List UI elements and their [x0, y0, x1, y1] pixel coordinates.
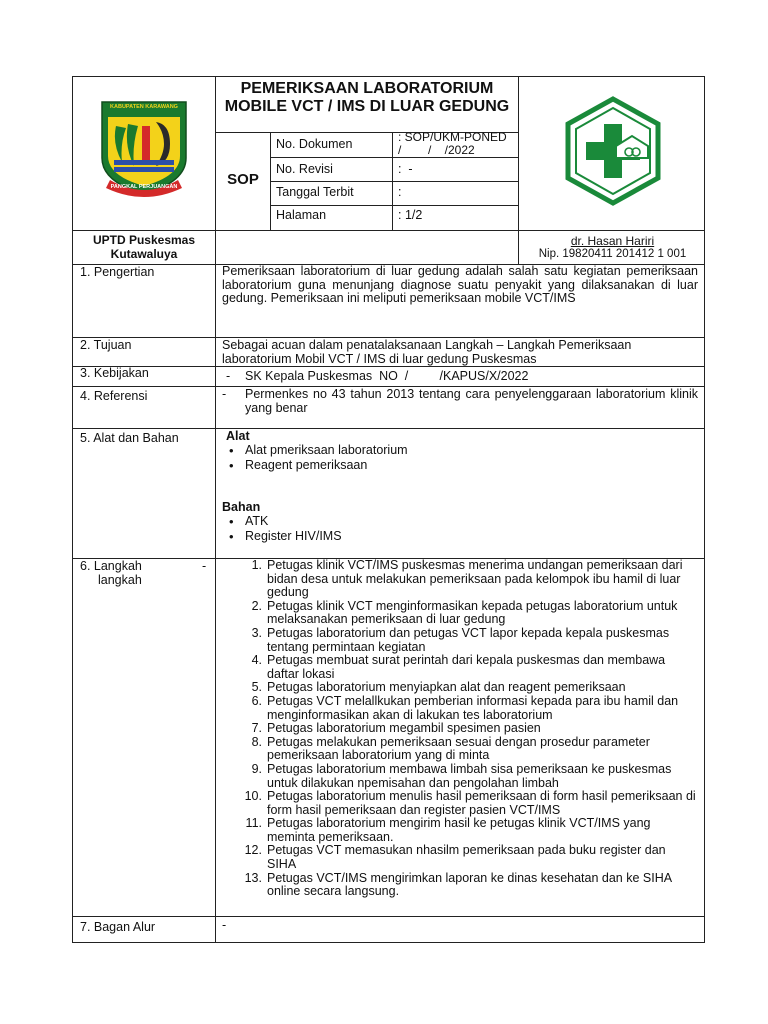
step-item	[240, 681, 698, 695]
field-label-no-dokumen: No. Dokumen	[276, 137, 353, 151]
section-label-kebijakan: 3. Kebijakan	[80, 366, 149, 380]
step-number: 7.	[251, 721, 262, 736]
step-number: 6.	[251, 693, 262, 708]
kebijakan-dash: -	[226, 369, 231, 383]
field-value-no-dokumen-date: / / /2022	[398, 143, 475, 157]
step-item	[240, 559, 698, 600]
step-text: Petugas laboratorium dan petugas VCT lapor kepada kepala puskesmas tentang permintaan kegiatan	[267, 625, 670, 654]
bahan-list	[222, 515, 692, 543]
section-text-kebijakan: SK Kepala Puskesmas NO / /KAPUS/X/2022	[245, 369, 529, 383]
step-number: 11.	[245, 816, 262, 831]
step-number: 13.	[244, 870, 262, 885]
grid-line	[270, 205, 518, 206]
step-text: Petugas laboratorium menulis hasil pemeriksaan di form hasil pemeriksaan di form hasil pemeriksaan dan register pasien VCT/IMS	[267, 789, 696, 817]
step-text: Petugas VCT memasukan nhasilm pemeriksaan pada buku register dan SIHA	[267, 843, 666, 872]
list-item: • Reagent pemeriksaan	[222, 459, 692, 473]
section-label-pengertian: 1. Pengertian	[80, 265, 155, 279]
section-text-referensi: Permenkes no 43 tahun 2013 tentang cara penyelenggaraan laboratorium klinik yang benar	[245, 387, 698, 415]
step-text: Petugas laboratorium membawa limbah sisa pemeriksaan ke puskesmas untuk dilakukan npemisahan dan pengolahan limbah	[267, 761, 672, 790]
step-text: Petugas VCT/IMS mengirimkan laporan ke dinas kesehatan dan ke SIHA online secara langsung.	[267, 870, 672, 899]
step-number: 2.	[251, 598, 262, 613]
grid-line	[518, 230, 519, 264]
list-item: • ATK	[222, 515, 692, 529]
step-item	[240, 790, 698, 817]
organization-line-2: Kutawaluya	[110, 247, 178, 261]
grid-line	[72, 230, 705, 231]
alat-heading: Alat	[226, 429, 250, 443]
field-label-halaman: Halaman	[276, 208, 327, 222]
puskesmas-cross-icon	[558, 96, 668, 206]
step-number: 8.	[251, 734, 262, 749]
section-value-bagan-alur: -	[222, 918, 227, 932]
logo-bottom-text: PANGKAL PERJUANGAN	[110, 184, 178, 190]
section-label-referensi: 4. Referensi	[80, 389, 148, 403]
field-value-no-revisi: : -	[398, 162, 413, 176]
signatory-nip: Nip. 19820411 201412 1 001	[538, 248, 687, 260]
signatory-name: dr. Hasan Hariri	[570, 234, 655, 248]
organization-line-1: UPTD Puskesmas	[92, 233, 196, 247]
document-title: PEMERIKSAAN LABORATORIUM MOBILE VCT / IMS DI LUAR GEDUNG	[224, 80, 510, 115]
step-number: 9.	[251, 761, 262, 776]
section-label-alat-bahan: 5. Alat dan Bahan	[80, 431, 179, 445]
step-item	[240, 722, 698, 736]
referensi-dash: -	[222, 387, 227, 401]
section-label-langkah-dash: -	[202, 559, 207, 573]
section-label-bagan-alur: 7. Bagan Alur	[80, 920, 156, 934]
sop-label: SOP	[227, 171, 259, 188]
grid-line	[270, 157, 518, 158]
step-text: Petugas laboratorium menyiapkan alat dan reagent pemeriksaan	[267, 680, 626, 695]
step-text: Petugas VCT melallkukan pemberian informasi kepada para ibu hamil dan menginformasikan akan di lakukan tes laboratorium	[267, 693, 679, 722]
section-label-tujuan: 2. Tujuan	[80, 338, 132, 352]
field-label-no-revisi: No. Revisi	[276, 162, 333, 176]
field-value-no-dokumen: : SOP/UKM-PONED	[398, 130, 507, 144]
step-text: Petugas laboratorium megambil spesimen pasien	[267, 721, 541, 736]
step-text: Petugas melakukan pemeriksaan sesuai dengan prosedur parameter pemeriksaan laboratorium yang di minta	[267, 734, 650, 763]
grid-line	[518, 76, 519, 230]
section-text-pengertian: Pemeriksaan laboratorium di luar gedung adalah salah satu kegiatan pemeriksaan laboratorium guna menunjang diagnose suatu penyakit yang dilaksanakan di luar gedung. Pemeriksaan ini meliputi pemeriksaan mobile VCT/IMS	[222, 264, 698, 306]
field-label-tanggal-terbit: Tanggal Terbit	[276, 185, 354, 199]
step-text: Petugas klinik VCT menginformasikan kepada petugas laboratorium untuk melaksanakan pemeriksaan di luar gedung	[267, 598, 678, 627]
organization-name	[74, 233, 214, 261]
step-number: 5.	[251, 680, 262, 695]
list-item: • Alat pmeriksaan laboratorium	[222, 444, 692, 458]
langkah-steps-list	[240, 559, 698, 899]
step-item	[240, 600, 698, 627]
step-item	[240, 872, 698, 899]
step-item	[240, 817, 698, 844]
field-value-halaman: : 1/2	[398, 208, 423, 222]
section-text-tujuan: Sebagai acuan dalam penatalaksanaan Langkah – Langkah Pemeriksaan laboratorium Mobil VCT / IMS di luar gedung Puskesmas	[222, 338, 632, 366]
field-value-tanggal-terbit: :	[398, 185, 402, 199]
section-label-langkah: 6. Langkah	[80, 559, 142, 573]
step-item	[240, 844, 698, 871]
section-label-langkah-line2: langkah	[98, 573, 142, 587]
list-item: • Register HIV/IMS	[222, 530, 692, 544]
grid-line	[72, 428, 705, 429]
step-number: 1.	[251, 558, 262, 572]
alat-list	[222, 444, 692, 472]
step-item	[240, 627, 698, 654]
grid-line	[72, 916, 705, 917]
bahan-heading: Bahan	[222, 500, 261, 514]
step-item	[240, 654, 698, 681]
logo-top-text: KABUPATEN KARAWANG	[110, 104, 178, 110]
step-number: 3.	[251, 625, 262, 640]
puskesmas-logo	[558, 96, 668, 206]
step-number: 4.	[251, 653, 262, 668]
step-item	[240, 736, 698, 763]
step-number: 10.	[244, 789, 262, 804]
step-item	[240, 763, 698, 790]
kabupaten-karawang-logo	[96, 96, 192, 200]
step-item	[240, 695, 698, 722]
step-text: Petugas laboratorium mengirim hasil ke petugas klinik VCT/IMS yang meminta pemeriksaan.	[267, 816, 651, 844]
step-number: 12.	[244, 843, 262, 858]
step-text: Petugas klinik VCT/IMS puskesmas menerima undangan pemeriksaan dari bidan desa untuk melakukan pemeriksaan pada kelompok ibu hamil di luar gedung	[267, 558, 683, 600]
grid-line	[270, 181, 518, 182]
step-text: Petugas membuat surat perintah dari kepala puskesmas dan membawa daftar lokasi	[267, 653, 666, 681]
